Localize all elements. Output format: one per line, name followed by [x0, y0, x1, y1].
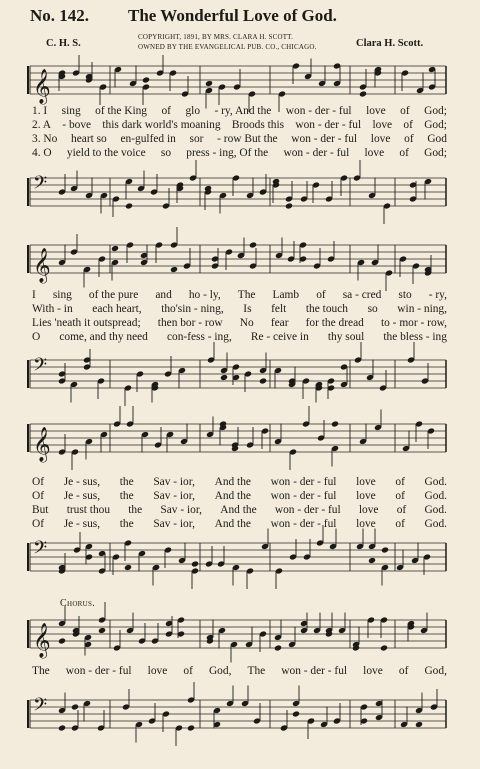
bass-staff-system-3	[0, 533, 480, 593]
lyric-syllable: And the	[214, 518, 251, 530]
lyric-syllable: Of	[32, 490, 45, 502]
lyric-syllable: love	[363, 665, 383, 677]
lyric-syllable: heart so	[71, 133, 107, 145]
treble-staff-chorus	[0, 610, 480, 670]
lyric-syllable: The	[237, 289, 256, 301]
treble-clef-icon: 𝄞	[33, 623, 51, 658]
hymn-number: No. 142.	[30, 6, 90, 25]
lyric-syllable: of the King	[95, 105, 148, 117]
lyric-line	[32, 146, 447, 160]
lyric-syllable: so	[160, 147, 172, 159]
lyric-syllable: sa - cred	[342, 289, 382, 301]
lyric-syllable: - ry,	[428, 289, 447, 301]
copyright-line-1: COPYRIGHT, 1891, BY MRS. CLARA H. SCOTT.	[138, 33, 294, 41]
lyric-syllable: Je - sus,	[63, 518, 101, 530]
lyric-syllable: Sav - ior,	[153, 476, 195, 488]
lyric-syllable: love	[372, 119, 393, 131]
lyric-syllable: press - ing, Of the	[186, 147, 269, 159]
lyric-syllable: God.	[424, 518, 447, 530]
lyric-syllable: the	[119, 518, 134, 530]
lyric-line	[32, 132, 447, 146]
staff-group	[28, 682, 446, 746]
lyric-syllable: won - der - ful	[283, 147, 350, 159]
lyric-syllable: won - der - ful	[291, 133, 358, 145]
lyric-syllable: tho'sin - ning,	[161, 303, 224, 315]
note-head	[170, 266, 178, 273]
lyric-syllable: love	[370, 133, 391, 145]
lyric-syllable: With - in	[32, 303, 73, 315]
lyric-syllable: won - der - ful	[285, 105, 352, 117]
staff-group	[28, 525, 446, 589]
note-head	[71, 703, 79, 710]
author-initials: C. H. S.	[46, 38, 81, 49]
verse-block-system-1	[32, 104, 447, 160]
note-head	[191, 560, 199, 567]
lyric-syllable: God.	[424, 504, 447, 516]
lyric-line	[32, 302, 447, 316]
note-head	[381, 546, 389, 553]
lyric-syllable: Re - ceive in	[250, 331, 309, 343]
note-head	[58, 637, 66, 644]
composer-name: Clara H. Scott.	[356, 38, 424, 49]
treble-clef-icon: 𝄞	[33, 427, 51, 462]
note-head	[285, 202, 293, 209]
lyric-syllable: of	[316, 289, 326, 301]
lyric-syllable: won - der - ful	[270, 490, 337, 502]
lyric-syllable: God;	[424, 119, 447, 131]
lyric-syllable: for the dread	[305, 317, 364, 329]
lyric-syllable: God,	[208, 665, 232, 677]
lyric-syllable: 3. No	[32, 133, 58, 145]
lyric-syllable: then bor - row	[157, 317, 223, 329]
lyric-syllable: God.	[424, 476, 447, 488]
lyric-line	[32, 330, 447, 344]
lyric-line	[32, 475, 447, 489]
lyric-syllable: Lamb	[272, 289, 300, 301]
lyric-syllable: the	[119, 476, 134, 488]
staff-group	[28, 342, 446, 406]
lyric-syllable: 4. O	[32, 147, 52, 159]
lyric-syllable: of	[404, 133, 414, 145]
note-head	[368, 557, 376, 564]
lyric-syllable: the	[128, 504, 143, 516]
lyric-syllable: sor	[189, 133, 204, 145]
note-head	[292, 710, 300, 717]
lyric-syllable: God.	[424, 490, 447, 502]
lyric-syllable: of	[399, 147, 409, 159]
lyric-syllable: won - der - ful	[274, 504, 341, 516]
lyric-syllable: felt	[271, 303, 287, 315]
lyric-syllable: Lies 'neath it outspread;	[32, 317, 141, 329]
lyric-line	[32, 503, 447, 517]
bass-clef-icon: 𝄢	[33, 695, 48, 720]
lyric-syllable: Broods this	[231, 119, 285, 131]
lyric-syllable: Is	[243, 303, 252, 315]
note-head	[125, 202, 133, 209]
staff-group	[28, 160, 446, 224]
note-head	[205, 80, 213, 87]
lyric-syllable: - row But the	[217, 133, 278, 145]
lyric-syllable: won - der - ful	[270, 476, 337, 488]
verse-block-chorus	[32, 664, 447, 678]
lyric-syllable: 2. A	[32, 119, 51, 131]
note-head	[380, 644, 388, 651]
lyric-syllable: won - der - ful	[295, 119, 362, 131]
chorus-label: Chorus.	[60, 598, 95, 609]
note-head	[259, 377, 267, 384]
lyric-syllable: of	[396, 504, 407, 516]
lyric-syllable: so	[367, 303, 378, 315]
lyric-syllable: Sav - ior,	[153, 518, 195, 530]
note-head	[124, 564, 132, 571]
lyric-syllable: the	[119, 490, 134, 502]
lyric-syllable: love	[358, 504, 379, 516]
note-head	[187, 724, 195, 731]
treble-clef-icon: 𝄞	[33, 69, 51, 104]
lyric-line	[32, 316, 447, 330]
lyric-syllable: And the	[214, 476, 251, 488]
lyric-syllable: And the	[214, 490, 251, 502]
lyric-syllable: love	[366, 105, 386, 117]
bass-clef-icon: 𝄢	[33, 355, 48, 380]
treble-clef-icon: 𝄞	[33, 248, 51, 283]
lyric-syllable: this dark world's moaning	[102, 119, 221, 131]
note-head	[415, 721, 423, 728]
lyric-line	[32, 288, 447, 302]
lyric-line	[32, 489, 447, 503]
lyric-syllable: 1. I	[32, 105, 48, 117]
lyric-syllable: love	[356, 476, 376, 488]
lyric-syllable: The	[32, 665, 50, 677]
lyric-syllable: won - der - ful	[281, 665, 348, 677]
lyric-syllable: win - ning,	[397, 303, 447, 315]
lyric-syllable: of	[398, 665, 409, 677]
lyric-syllable: of the pure	[88, 289, 139, 301]
copyright-notice	[138, 32, 317, 52]
lyric-syllable: love	[364, 147, 385, 159]
lyric-syllable: the touch	[305, 303, 348, 315]
bass-staff-system-1	[0, 168, 480, 228]
lyric-syllable: won - der - ful	[270, 518, 337, 530]
lyric-syllable: the bless - ing	[383, 331, 447, 343]
lyric-syllable: con-fess - ing,	[166, 331, 232, 343]
verse-block-system-3	[32, 475, 447, 531]
lyric-syllable: ho - ly,	[188, 289, 221, 301]
lyric-syllable: Je - sus,	[63, 476, 101, 488]
lyric-syllable: love	[356, 518, 376, 530]
bass-clef-icon: 𝄢	[33, 538, 48, 563]
lyric-syllable: But	[32, 504, 49, 516]
lyric-syllable: The	[247, 665, 266, 677]
lyric-syllable: glo	[185, 105, 201, 117]
lyric-syllable: of	[395, 518, 405, 530]
lyric-line	[32, 118, 447, 132]
lyric-line	[32, 517, 447, 531]
bass-staff-system-2	[0, 350, 480, 410]
verse-block-system-2	[32, 288, 447, 344]
treble-staff-system-2	[0, 235, 480, 295]
lyric-line	[32, 104, 447, 118]
lyric-syllable: - ry, And the	[214, 105, 272, 117]
lyric-syllable: God;	[424, 147, 447, 159]
lyric-syllable: trust thou	[66, 504, 111, 516]
note-head	[142, 76, 150, 83]
lyric-syllable: each heart,	[92, 303, 142, 315]
bass-staff-chorus	[0, 690, 480, 750]
lyric-syllable: I	[32, 289, 36, 301]
copyright-line-2: OWNED BY THE EVANGELICAL PUB. CO., CHICAGO.	[138, 43, 317, 51]
note-head	[274, 644, 282, 651]
lyric-syllable: love	[356, 490, 376, 502]
note-head	[359, 90, 367, 97]
lyric-syllable: - bove	[62, 119, 92, 131]
note-head	[249, 241, 257, 248]
lyric-line	[32, 664, 447, 678]
lyric-syllable: of	[395, 476, 405, 488]
lyric-syllable: of	[395, 490, 405, 502]
lyric-syllable: O	[32, 331, 41, 343]
lyric-syllable: thy soul	[327, 331, 365, 343]
lyric-syllable: sing	[61, 105, 81, 117]
staff-group	[28, 602, 446, 663]
lyric-syllable: of	[403, 119, 413, 131]
note-head	[98, 627, 106, 634]
lyric-syllable: yield to the voice	[66, 147, 146, 159]
lyric-syllable: God,	[424, 665, 447, 677]
lyric-syllable: to - mor - row,	[380, 317, 447, 329]
lyric-syllable: come, and thy need	[59, 331, 148, 343]
staff-group	[28, 227, 446, 291]
lyric-syllable: love	[147, 665, 168, 677]
hymn-title: The Wonderful Love of God.	[128, 6, 337, 25]
note-head	[111, 245, 119, 252]
treble-staff-system-3	[0, 414, 480, 474]
lyric-syllable: No	[239, 317, 254, 329]
lyric-syllable: Je - sus,	[63, 490, 101, 502]
lyric-syllable: en-gulfed in	[120, 133, 176, 145]
lyric-syllable: of	[400, 105, 410, 117]
lyric-syllable: Of	[32, 476, 45, 488]
lyric-syllable: And the	[220, 504, 257, 516]
lyric-syllable: Sav - ior,	[160, 504, 203, 516]
lyric-syllable: God	[427, 133, 447, 145]
note-head	[331, 420, 339, 427]
bass-clef-icon: 𝄢	[33, 173, 48, 198]
lyric-syllable: sing	[52, 289, 72, 301]
lyric-syllable: Of	[32, 518, 45, 530]
lyric-syllable: Sav - ior,	[153, 490, 195, 502]
lyric-syllable: fear	[270, 317, 289, 329]
lyric-syllable: sto	[398, 289, 412, 301]
lyric-syllable: God;	[424, 105, 447, 117]
note-head	[220, 374, 228, 381]
note-head	[58, 724, 66, 731]
lyric-syllable: won - der - ful	[65, 665, 132, 677]
lyric-syllable: and	[155, 289, 172, 301]
lyric-syllable: of	[183, 665, 193, 677]
lyric-syllable: of	[161, 105, 171, 117]
staff-group	[28, 406, 446, 470]
